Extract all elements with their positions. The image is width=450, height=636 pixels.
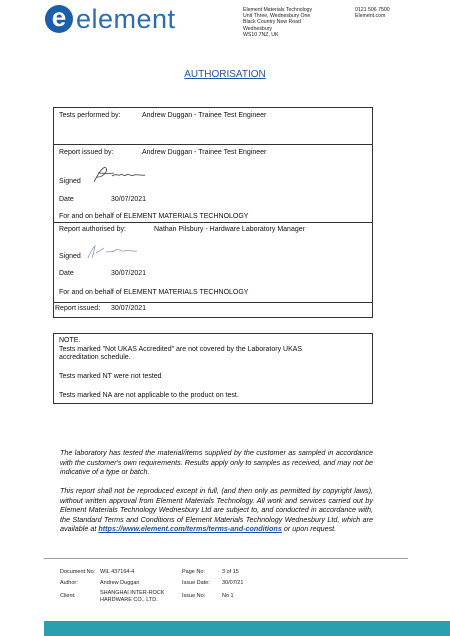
disclaimer-paragraph: The laboratory has tested the material/items supplied by the customer as sampled in accordance with the customer's own requirements. Results apply only to samples as received, and may not be indicative of a type or batch. [60,448,373,477]
page-title: AUTHORISATION [184,69,266,80]
notes-line: Tests marked NT were not tested [59,373,162,380]
date-label: Date [59,270,74,277]
tests-performed-label: Tests performed by: [59,112,121,119]
author-label: Author: [60,580,78,586]
notes-heading: NOTE. [59,337,81,344]
report-authorised-by-label: Report authorised by: [59,226,126,233]
page-label: Page No: [182,569,205,575]
date-value: 30/07/2021 [111,270,147,277]
date-label: Date [59,196,74,203]
company-contact [355,7,390,19]
behalf-text: For and on behalf of ELEMENT MATERIALS TECHNOLOGY [59,289,249,296]
report-issued-value: 30/07/2021 [111,305,147,312]
report-issued-label: Report issued: [55,305,101,312]
author-value: Andrew Duggan [100,580,140,586]
footer-bar [44,621,450,636]
signature-duggan [88,164,148,186]
report-issued-box [53,302,373,318]
logo-wordmark: element [76,4,176,34]
issue-no-label: Issue No: [182,593,206,599]
footer-divider [44,558,408,559]
company-address: Element Materials Technology Unit Three, Wednesbury One Black Country New Road Wednesbury WS10 7NZ, UK [243,7,313,38]
signed-label: Signed [59,178,81,185]
company-phone: 0121 506 7500 [355,7,390,13]
report-issued-by-value: Andrew Duggan - Trainee Test Engineer [142,149,267,156]
issue-no-value: No 1 [222,593,234,599]
client-label: Client: [60,593,76,599]
signature-pilsbury [84,243,140,261]
report-issued-by-label: Report issued by: [59,149,114,156]
notes-line: Tests marked "Not UKAS Accredited" are not covered by the Laboratory UKAS [59,346,303,353]
disclaimer-paragraph-2: This report shall not be reproduced except in full, (and then only as permitted by copyright laws), without written approval from Element Materials Technology. All work and services carried out by Element Materials Technology Wednesbury Ltd are subject to, and conducted in accordance with, the Standard Terms and Conditions of Element Materials Technology Wednesbury Ltd, which are available at https://www.element.com/terms/terms-and-conditions or upon request. [60,486,373,534]
doc-no-label: Document No: [60,569,96,575]
notes-line: Tests marked NA are not applicable to the product on test. [59,392,239,399]
client-value: SHANGHAI INTER-ROCK HARDWARE CO., LTD. [100,590,165,603]
terms-link[interactable]: https://www.element.com/terms/terms-and-conditions [98,524,282,534]
issue-date-label: Issue Date: [182,580,210,586]
tests-performed-value: Andrew Duggan - Trainee Test Engineer [142,112,267,119]
notes-line: accreditation schedule. [59,354,131,361]
issue-date-value: 30/07/21 [222,580,244,586]
doc-no-value: WIL 437164-4 [100,569,135,575]
date-value: 30/07/2021 [111,196,147,203]
signed-label: Signed [59,253,81,260]
logo-letter: e [51,2,67,32]
report-authorised-by-value: Nathan Pilsbury - Hardware Laboratory Manager [154,226,305,233]
page-value: 3 of 15 [222,569,239,575]
behalf-text: For and on behalf of ELEMENT MATERIALS TECHNOLOGY [59,213,249,220]
company-website: Element.com [355,13,386,20]
